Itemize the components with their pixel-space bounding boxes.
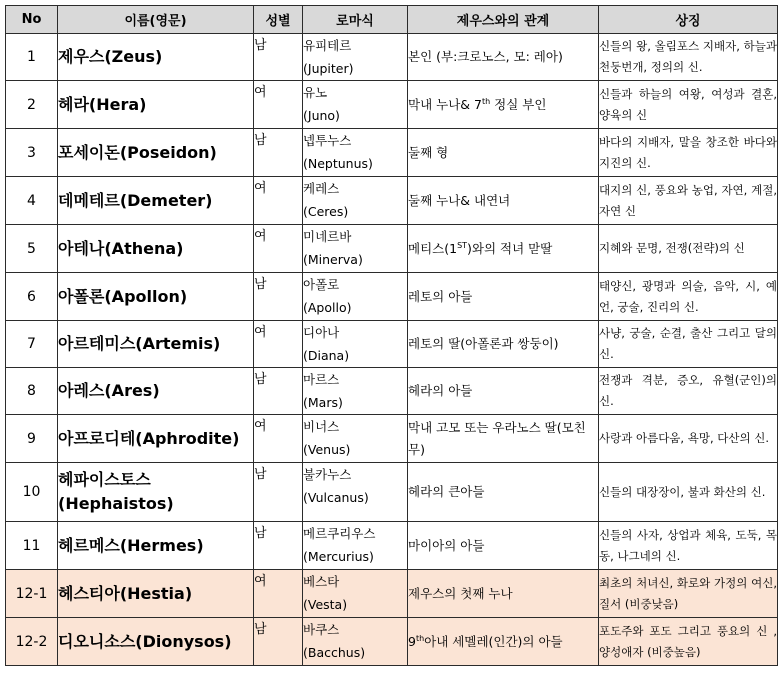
relation-to-zeus: [408, 81, 599, 129]
gender: 남: [254, 463, 303, 522]
symbol: 대지의 신, 풍요와 농업, 자연, 계절, 자연 신: [599, 177, 778, 225]
symbol: 지혜와 문명, 전쟁(전략)의 신: [599, 225, 778, 273]
roman-name-ko: 불카누스: [303, 467, 352, 482]
relation-text: 둘째 누나& 내연녀: [408, 192, 511, 208]
relation-to-zeus: [408, 415, 599, 463]
row-number: 5: [6, 225, 58, 273]
god-name-text: 제우스(Zeus): [58, 47, 163, 66]
roman-name: [303, 273, 408, 321]
roman-name-ko: 미네르바: [303, 229, 352, 244]
relation-text: 헤라의 아들: [408, 383, 473, 398]
header-name: 이름(영문): [58, 6, 254, 34]
relation-text: 레토의 아들: [408, 288, 473, 304]
symbol: 신들의 사자, 상업과 체육, 도둑, 목동, 나그네의 신.: [599, 522, 778, 570]
relation-text: 메티스(1: [408, 240, 458, 256]
relation-text: 레토의 딸(아폴론과 쌍둥이): [408, 336, 559, 351]
god-name: [58, 368, 254, 415]
relation-text-suffix: )와의 적녀 맏딸: [467, 240, 553, 256]
roman-name-en: (Mars): [303, 395, 343, 410]
god-name: [58, 177, 254, 225]
table-row: [6, 618, 778, 666]
roman-name-ko: 케레스: [303, 181, 340, 196]
relation-superscript: th: [481, 96, 491, 106]
god-name: [58, 34, 254, 81]
table-row: [6, 225, 778, 273]
symbol: 신들과 하늘의 여왕, 여성과 결혼, 양육의 신: [599, 81, 778, 129]
god-name-text: 헤라(Hera): [58, 94, 147, 114]
relation-text: 막내 고모 또는 우라노스 딸(모친무): [408, 419, 586, 457]
relation-to-zeus: [408, 463, 599, 522]
god-name: [58, 225, 254, 273]
relation-text: 마이아의 아들: [408, 537, 485, 553]
roman-name: [303, 618, 408, 666]
relation-superscript: th: [415, 633, 425, 643]
god-name: [58, 618, 254, 666]
god-name-ko: 헤파이스토스: [58, 470, 151, 489]
row-number: 1: [6, 34, 58, 81]
roman-name-en: (Ceres): [303, 204, 349, 219]
roman-name-ko: 넵투누스: [303, 133, 352, 148]
god-name-text: 아폴론(Apollon): [58, 286, 188, 306]
roman-name: [303, 81, 408, 129]
gender: 남: [254, 368, 303, 415]
header-no: No: [6, 6, 58, 34]
row-number: 8: [6, 368, 58, 415]
gender: 남: [254, 129, 303, 177]
roman-name: [303, 34, 408, 81]
relation-superscript: ST: [457, 240, 468, 250]
table-row: [6, 415, 778, 463]
table-row: [6, 321, 778, 368]
god-name: [58, 415, 254, 463]
table-row: [6, 81, 778, 129]
god-name: [58, 273, 254, 321]
header-gender: 성별: [254, 6, 303, 34]
relation-text: 막내 누나& 7: [408, 96, 482, 112]
roman-name-ko: 유피테르: [303, 38, 352, 53]
relation-text: 9: [408, 633, 416, 649]
table-row: [6, 129, 778, 177]
row-number: 10: [6, 463, 58, 522]
row-number: 6: [6, 273, 58, 321]
relation-to-zeus: [408, 618, 599, 666]
relation-text-suffix: 정실 부인: [490, 96, 547, 112]
gender: 여: [254, 81, 303, 129]
god-name-text: 포세이돈(Poseidon): [58, 142, 217, 162]
god-name: [58, 522, 254, 570]
table-row: [6, 177, 778, 225]
symbol: 신들의 대장장이, 불과 화산의 신.: [599, 463, 778, 522]
header-symbol: 상징: [599, 6, 778, 34]
symbol: 최초의 처녀신, 화로와 가정의 여신, 질서 (비중낮음): [599, 570, 778, 618]
table-row: [6, 273, 778, 321]
row-number: 4: [6, 177, 58, 225]
roman-name-en: (Venus): [303, 442, 351, 457]
gender: 남: [254, 34, 303, 81]
god-name-text: 데메테르(Demeter): [58, 190, 213, 210]
god-name-en: (Hephaistos): [58, 494, 174, 513]
god-name-text: 헤르메스(Hermes): [58, 535, 204, 555]
roman-name-en: (Mercurius): [303, 549, 374, 564]
roman-name-en: (Vulcanus): [303, 490, 369, 505]
god-name: [58, 570, 254, 618]
god-name: [58, 129, 254, 177]
gender: 여: [254, 415, 303, 463]
god-name: [58, 81, 254, 129]
table-row: [6, 522, 778, 570]
roman-name-ko: 마르스: [303, 372, 340, 387]
gender: 여: [254, 177, 303, 225]
relation-to-zeus: [408, 522, 599, 570]
relation-to-zeus: [408, 177, 599, 225]
roman-name-ko: 아폴로: [303, 277, 340, 292]
row-number: 3: [6, 129, 58, 177]
table-row: [6, 34, 778, 81]
gender: 여: [254, 225, 303, 273]
roman-name-en: (Juno): [303, 108, 340, 123]
relation-text: 본인 (부:크로노스, 모: 레아): [408, 49, 563, 64]
relation-to-zeus: [408, 321, 599, 368]
row-number: 11: [6, 522, 58, 570]
row-number: 12-1: [6, 570, 58, 618]
god-name-text: 아레스(Ares): [58, 381, 160, 400]
roman-name: [303, 570, 408, 618]
header-roman: 로마식: [303, 6, 408, 34]
god-name-text: 아프로디테(Aphrodite): [58, 428, 240, 448]
relation-to-zeus: [408, 368, 599, 415]
gender: 남: [254, 618, 303, 666]
roman-name: [303, 522, 408, 570]
symbol: 전쟁과 격분, 증오, 유혈(군인)의 신.: [599, 368, 778, 415]
roman-name: [303, 225, 408, 273]
god-name: [58, 463, 254, 522]
roman-name: [303, 321, 408, 368]
roman-name: [303, 177, 408, 225]
symbol: 바다의 지배자, 말을 창조한 바다와 지진의 신.: [599, 129, 778, 177]
god-name-text: 아테나(Athena): [58, 238, 184, 258]
relation-to-zeus: [408, 225, 599, 273]
row-number: 12-2: [6, 618, 58, 666]
relation-text: 헤라의 큰아들: [408, 484, 485, 499]
row-number: 2: [6, 81, 58, 129]
roman-name-en: (Vesta): [303, 597, 348, 612]
roman-name: [303, 368, 408, 415]
roman-name-en: (Bacchus): [303, 645, 366, 660]
olympian-gods-table: [5, 5, 778, 666]
table-row: [6, 368, 778, 415]
header-relation: 제우스와의 관계: [408, 6, 599, 34]
table-row: [6, 463, 778, 522]
header-row: [6, 6, 778, 34]
roman-name-en: (Diana): [303, 348, 350, 363]
roman-name-ko: 디아나: [303, 325, 340, 340]
roman-name-ko: 비너스: [303, 419, 340, 434]
relation-text: 제우스의 첫째 누나: [408, 585, 513, 601]
roman-name-ko: 유노: [303, 85, 328, 100]
roman-name-ko: 베스타: [303, 574, 340, 589]
gender: 여: [254, 570, 303, 618]
roman-name-en: (Minerva): [303, 252, 363, 267]
gender: 여: [254, 321, 303, 368]
symbol: 포도주와 포도 그리고 풍요의 신 , 양성애자 (비중높음): [599, 618, 778, 666]
row-number: 7: [6, 321, 58, 368]
god-name-text: 아르테미스(Artemis): [58, 334, 221, 353]
relation-to-zeus: [408, 273, 599, 321]
relation-text-suffix: 아내 세멜레(인간)의 아들: [424, 633, 563, 649]
god-name: [58, 321, 254, 368]
roman-name: [303, 463, 408, 522]
symbol: 사랑과 아름다움, 욕망, 다산의 신.: [599, 415, 778, 463]
relation-to-zeus: [408, 34, 599, 81]
table-row: [6, 570, 778, 618]
roman-name: [303, 415, 408, 463]
symbol: 신들의 왕, 올림포스 지배자, 하늘과 천둥번개, 정의의 신.: [599, 34, 778, 81]
roman-name-en: (Neptunus): [303, 156, 373, 171]
symbol: 태양신, 광명과 의술, 음악, 시, 예언, 궁술, 진리의 신.: [599, 273, 778, 321]
roman-name-en: (Apollo): [303, 300, 352, 315]
roman-name-ko: 메르쿠리우스: [303, 526, 376, 541]
gender: 남: [254, 273, 303, 321]
relation-text: 둘째 형: [408, 144, 449, 160]
gender: 남: [254, 522, 303, 570]
row-number: 9: [6, 415, 58, 463]
relation-to-zeus: [408, 129, 599, 177]
relation-to-zeus: [408, 570, 599, 618]
god-name-text: 헤스티아(Hestia): [58, 583, 193, 603]
roman-name-ko: 바쿠스: [303, 622, 340, 637]
roman-name: [303, 129, 408, 177]
god-name-text: 디오니소스(Dionysos): [58, 631, 232, 651]
symbol: 사냥, 궁술, 순결, 출산 그리고 달의 신.: [599, 321, 778, 368]
roman-name-en: (Jupiter): [303, 61, 354, 76]
